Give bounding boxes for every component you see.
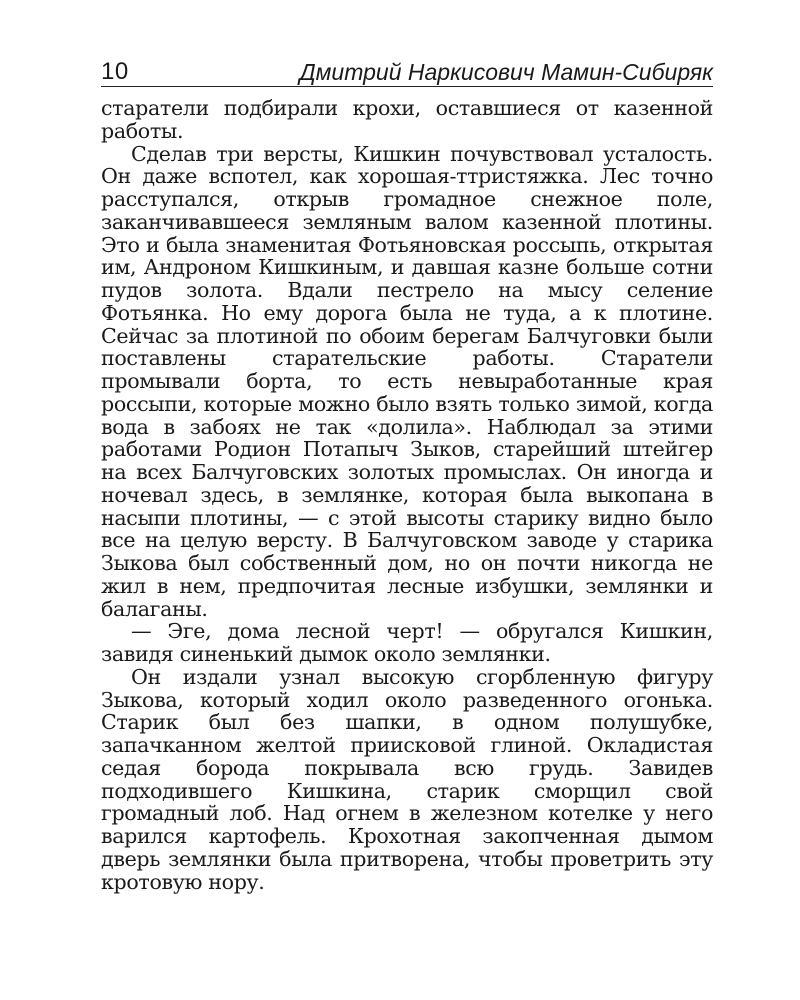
running-header (101, 56, 713, 87)
author-name: Дмитрий Наркисович Мамин-Сибиряк (299, 59, 713, 85)
paragraph-3: — Эге, дома лесной черт! — обругался Кишкин, завидя синенький дымок около землянки. (101, 619, 713, 666)
paragraph-2: Сделав три версты, Кишкин почувствовал усталость. Он даже вспотел, как хорошая-ттристяжка. Лес точно расступался, открыв громадное снежное поле, заканчивавшееся земляным валом казенной плотины. Это и была знаменитая Фотьяновская россыпь, открытая им, Андроном Кишкиным, и давшая казне больше сотни пудов золота. Вдали пестрело на мысу селение Фотьянка. Но ему дорога была не туда, а к плотине. Сейчас за плотиной по обоим берегам Балчуговки были поставлены старательские работы. Старатели промывали борта, то есть невыработанные края россыпи, которые можно было взять только зимой, когда вода в забоях не так «долила». Наблюдал за этими работами Родион Потапыч Зыков, старейший штейгер на всех Балчуговских золотых промыслах. Он иногда и ночевал здесь, в землянке, которая была выкопана в насыпи плотины, — с этой высоты старику видно было все на целую версту. В Балчуговском заводе у старика Зыкова был собственный дом, но он почти никогда не жил в нем, предпочитая лесные избушки, землянки и балаганы. (101, 141, 713, 621)
book-page (101, 56, 713, 893)
page-number: 10 (101, 58, 129, 85)
paragraph-1: старатели подбирали крохи, оставшиеся от казенной работы. (101, 96, 713, 143)
paragraph-4: Он издали узнал высокую сгорбленную фигуру Зыкова, который ходил около разведенного огонька. Старик был без шапки, в одном полушубке, запачканном желтой приисковой глиной. Окладистая седая борода покрывала всю грудь. Завидев подходившего Кишкина, старик сморщил свой громадный лоб. Над огнем в железном котелке у него варился картофель. Крохотная закопченная дымом дверь землянки была притворена, чтобы проветрить эту кротовую нору. (101, 664, 713, 894)
body-text (101, 97, 713, 893)
